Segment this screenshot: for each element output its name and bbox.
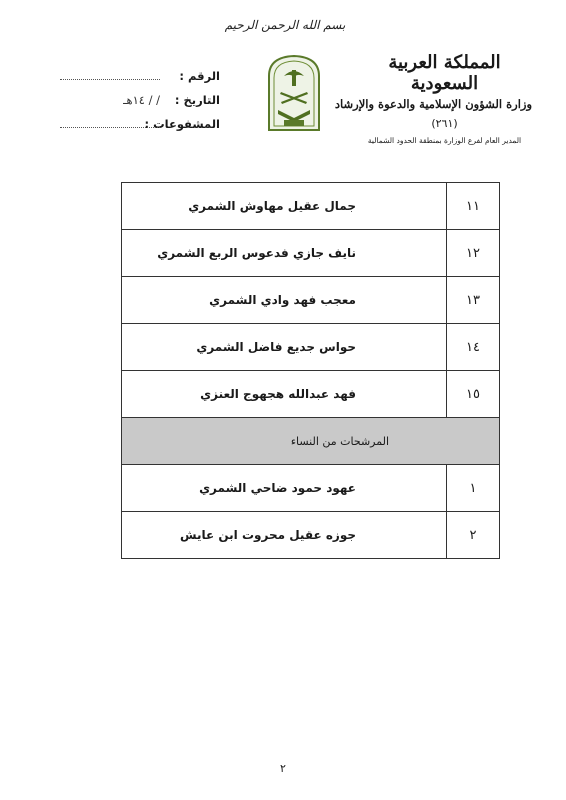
candidate-name: معجب فهد وادي الشمري	[209, 293, 356, 307]
row-number: ١٥	[446, 371, 499, 417]
table-row	[122, 465, 499, 512]
page-number: ٢	[280, 762, 286, 775]
number-line	[60, 69, 160, 80]
attachments-label: المشفوعات :	[144, 117, 220, 131]
ministry-title: وزارة الشؤون الإسلامية والدعوة والإرشاد	[334, 97, 532, 111]
date-row	[50, 88, 220, 112]
reference-fields	[50, 64, 220, 136]
section-header-row	[122, 418, 499, 465]
candidate-name: فهد عبدالله هجهوج العنزي	[200, 387, 356, 401]
candidates-table	[121, 182, 500, 559]
row-number: ١٣	[446, 277, 499, 323]
table-row	[122, 183, 499, 230]
section-title: المرشحات من النساء	[290, 434, 389, 448]
attachments-row	[50, 112, 220, 136]
date-label: التاريخ :	[174, 93, 220, 107]
table-row	[122, 324, 499, 371]
candidate-name: جوزه عقيل محروت ابن عايش	[180, 528, 356, 542]
department-code: (٢٦١)	[431, 117, 458, 130]
date-value: / / ١٤هـ	[123, 93, 160, 107]
basmala: بسم الله الرحمن الرحيم	[224, 18, 346, 32]
table-row	[122, 277, 499, 324]
letterhead-right	[334, 52, 532, 145]
row-number: ١	[446, 465, 499, 511]
row-number: ٢	[446, 512, 499, 558]
row-number: ١١	[446, 183, 499, 229]
number-row	[50, 64, 220, 88]
candidate-name: عهود حمود ضاحي الشمري	[199, 481, 356, 495]
candidate-name: جمال عقيل مهاوش الشمري	[188, 199, 356, 213]
table-row	[122, 371, 499, 418]
row-number: ١٢	[446, 230, 499, 276]
kingdom-title: المملكة العربية السعودية	[388, 52, 501, 94]
attachments-line	[60, 117, 160, 128]
candidate-name: نايف جازي فدعوس الربع الشمري	[157, 246, 356, 260]
table-row	[122, 230, 499, 277]
candidate-name: حواس جديع فاضل الشمري	[196, 340, 356, 354]
number-label: الرقم :	[179, 69, 220, 83]
ministry-emblem-icon	[266, 54, 322, 132]
row-number: ١٤	[446, 324, 499, 370]
table-row	[122, 512, 499, 558]
branch-title: المدير العام لفرع الوزارة بمنطقة الحدود الشمالية	[367, 136, 522, 145]
